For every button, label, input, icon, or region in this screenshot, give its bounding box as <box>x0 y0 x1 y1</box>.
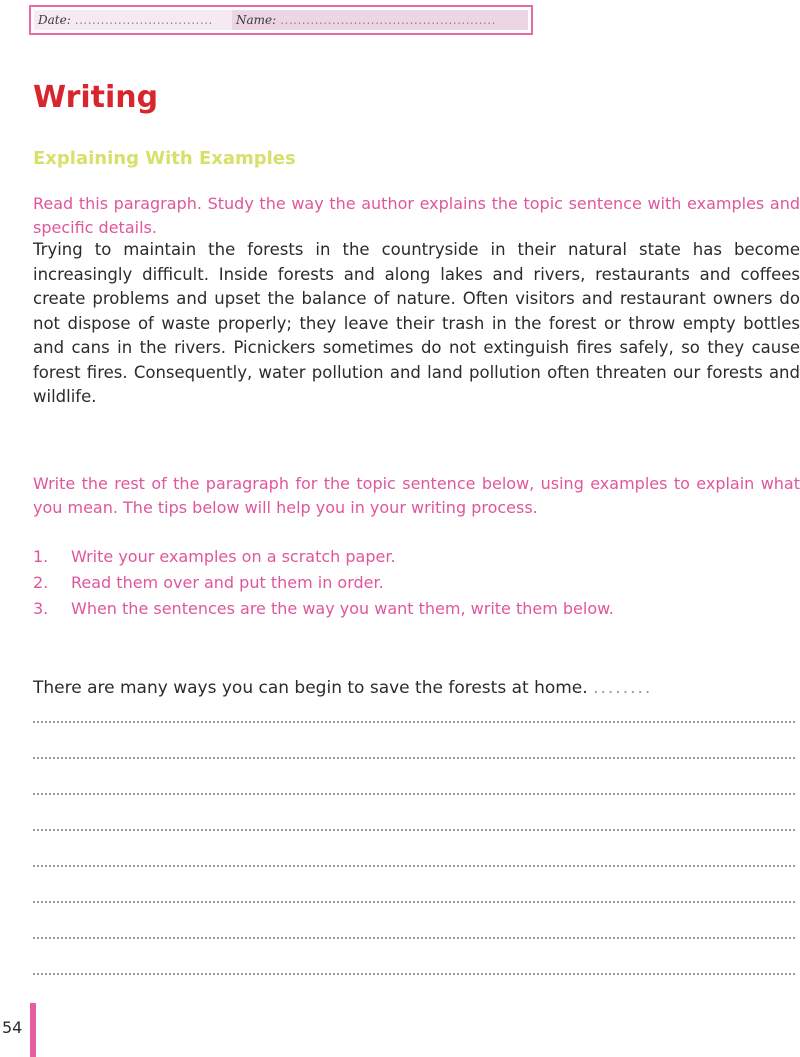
tip-item <box>33 544 800 570</box>
page-title: Writing <box>33 80 159 115</box>
instruction-write-paragraph: Write the rest of the paragraph for the topic sentence below, using examples to explain what you mean. The tips below will help you in your writing process. <box>33 474 800 517</box>
tip-item <box>33 596 800 622</box>
instruction-read-paragraph: Read this paragraph. Study the way the author explains the topic sentence with examples and specific details. <box>33 194 800 237</box>
date-field[interactable] <box>34 10 232 30</box>
example-paragraph: Trying to maintain the forests in the countryside in their natural state has become increasingly difficult. Inside forests and along lakes and rivers, restaurants and coffees create problems and upset the balance of nature. Often visitors and restaurant owners do not dispose of waste properly; they leave their trash in the forest or throw empty bottles and cans in the rivers. Picnickers sometimes do not extinguish fires safely, so they cause forest fires. Consequently, water pollution and land pollution often threaten our forests and wildlife. <box>33 240 800 406</box>
tip-text: When the sentences are the way you want them, write them below. <box>71 599 614 618</box>
header-inner <box>34 10 528 30</box>
topic-sentence: There are many ways you can begin to save the forests at home. <box>33 678 588 698</box>
topic-sentence-blank: ........ <box>593 678 653 698</box>
tip-item <box>33 570 800 596</box>
date-blank: ................................ <box>74 13 213 27</box>
name-label: Name: <box>236 13 277 27</box>
writing-line[interactable] <box>33 971 795 975</box>
writing-line[interactable] <box>33 827 795 831</box>
tip-number: 3. <box>33 599 49 618</box>
tip-text: Write your examples on a scratch paper. <box>71 547 396 566</box>
page-number: 54 <box>2 1018 23 1037</box>
section-subtitle: Explaining With Examples <box>33 148 296 169</box>
name-blank: .................................................. <box>280 13 496 27</box>
writing-line[interactable] <box>33 899 795 903</box>
writing-line[interactable] <box>33 863 795 867</box>
name-field[interactable] <box>232 10 528 30</box>
writing-line[interactable] <box>33 791 795 795</box>
page-accent-bar <box>30 1003 36 1057</box>
tip-number: 1. <box>33 547 49 566</box>
writing-line[interactable] <box>33 719 795 723</box>
tips-list <box>33 544 800 622</box>
date-name-header <box>29 5 533 35</box>
tip-text: Read them over and put them in order. <box>71 573 384 592</box>
writing-line[interactable] <box>33 755 795 759</box>
writing-line[interactable] <box>33 935 795 939</box>
topic-sentence-line[interactable] <box>33 676 800 700</box>
date-label: Date: <box>38 13 71 27</box>
tip-number: 2. <box>33 573 49 592</box>
